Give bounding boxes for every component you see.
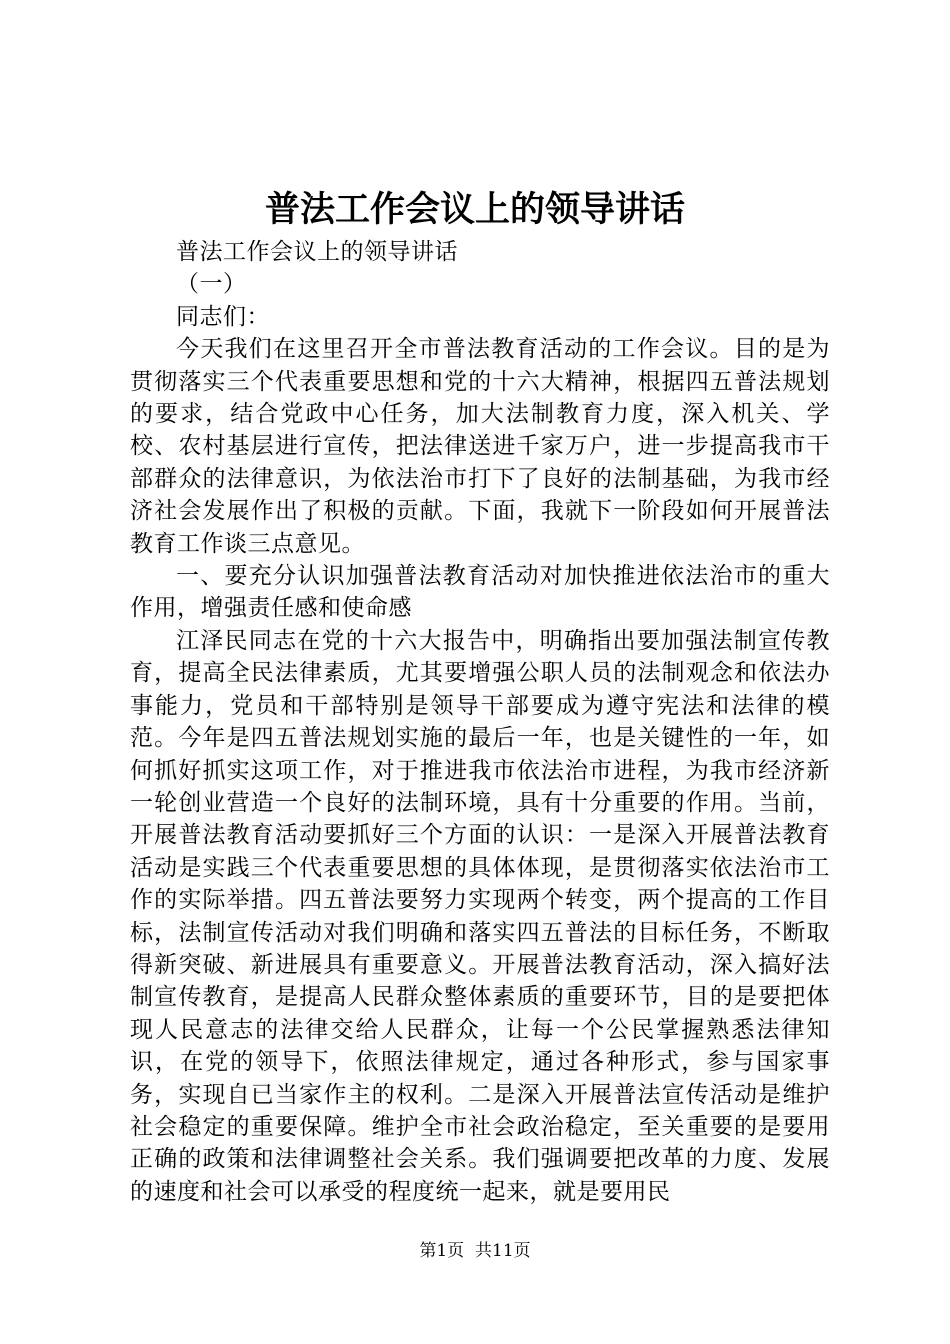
page-total: 共11页 xyxy=(475,1241,531,1261)
page-footer xyxy=(0,1240,950,1262)
subtitle-paragraph: 普法工作会议上的领导讲话 xyxy=(176,239,458,265)
intro-paragraph: 今天我们在这里召开全市普法教育活动的工作会议。目的是为贯彻落实三个代表重要思想和党的十六大精神，根据四五普法规划的要求，结合党政中心任务，加大法制教育力度，深入机关、学校、农村基层进行宣传，把法律送进千家万户，进一步提高我市干部群众的法律意识，为依法治市打下了良好的法制基础，为我市经济社会发展作出了积极的贡献。下面，我就下一阶段如何开展普法教育工作谈三点意见。 xyxy=(130,336,830,557)
section-number-paragraph: （一） xyxy=(176,271,247,298)
heading-paragraph: 一、要充分认识加强普法教育活动对加快推进依法治市的重大作用，增强责任感和使命感 xyxy=(130,563,830,622)
document-body xyxy=(130,236,830,1208)
document-title: 普法工作会议上的领导讲话 xyxy=(264,189,685,230)
page-number: 第1页 xyxy=(419,1241,465,1261)
salutation-paragraph: 同志们： xyxy=(176,303,270,330)
body-paragraph: 江泽民同志在党的十六大报告中，明确指出要加强法制宣传教育，提高全民法律素质，尤其要增强公职人员的法制观念和依法办事能力，党员和干部特别是领导干部要成为遵守宪法和法律的模范。今年是四五普法规划实施的最后一年，也是关键性的一年，如何抓好抓实这项工作，对于推进我市依法治市进程，为我市经济新一轮创业营造一个良好的法制环境，具有十分重要的作用。当前，开展普法教育活动要抓好三个方面的认识：一是深入开展普法教育活动是实践三个代表重要思想的具体体现，是贯彻落实依法治市工作的实际举措。四五普法要努力实现两个转变，两个提高的工作目标，法制宣传活动对我们明确和落实四五普法的目标任务，不断取得新突破、新进展具有重要意义。开展普法教育活动，深入搞好法制宣传教育，是提高人民群众整体素质的重要环节，目的是要把体现人民意志的法律交给人民群众，让每一个公民掌握熟悉法律知识，在党的领导下，依照法律规定，通过各种形式，参与国家事务，实现自已当家作主的权利。二是深入开展普法宣传活动是维护社会稳定的重要保障。维护全市社会政治稳定，至关重要的是要用正确的政策和法律调整社会关系。我们强调要把改革的力度、发展的速度和社会可以承受的程度统一起来，就是要用民 xyxy=(130,627,830,1205)
